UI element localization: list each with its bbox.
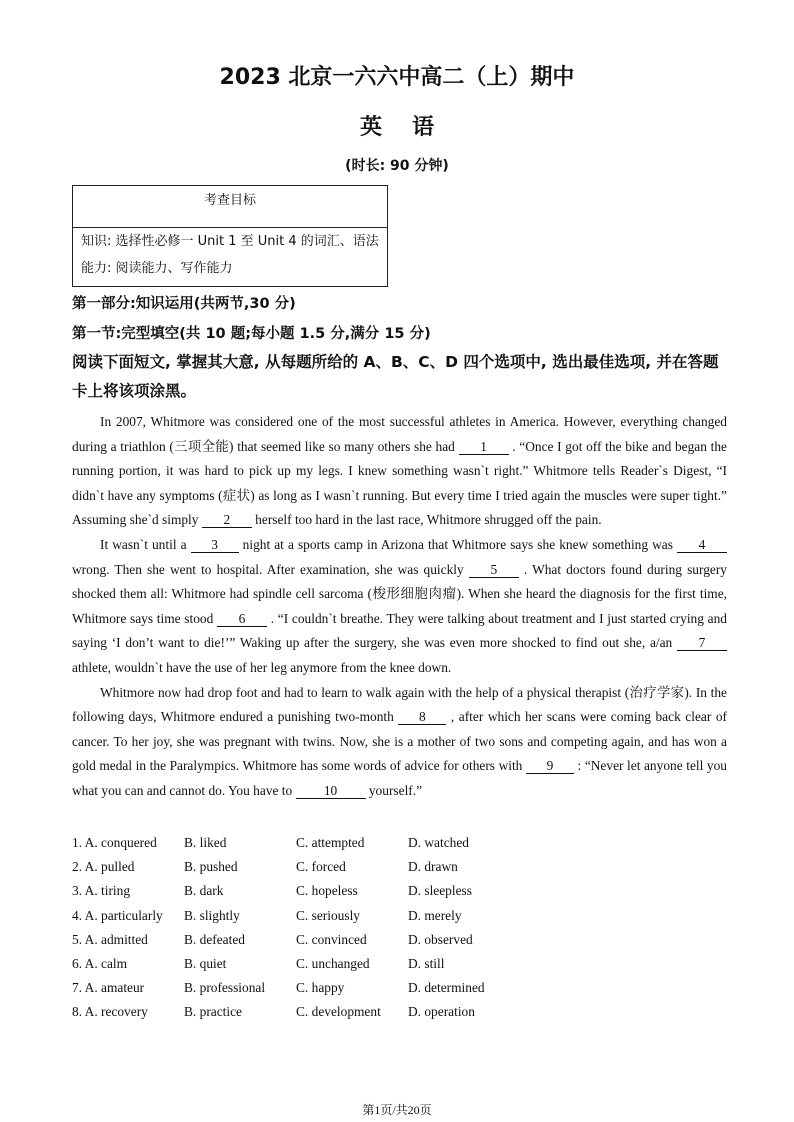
option[interactable]: D. watched xyxy=(408,835,469,850)
option[interactable]: D. determined xyxy=(408,980,485,996)
option-row xyxy=(72,883,520,907)
option[interactable]: 7. A. amateur xyxy=(72,980,145,996)
page-number: 第1页/共20页 xyxy=(362,1103,432,1117)
paragraph-3: Whitmore now had drop foot and had to learn to walk again with the help of a physical therapist (治疗学家). In the following days, Whitmore endured a punishing two-month 8 , after which her scans were coming back clear of cancer. To her joy, she was pregnant with twins. Now, she is a mother of two sons and competing again, and has won a gold medal in the Paralympics. Whitmore has some words of advice for others with 9 : “Never let anyone tell you what you can and cannot do. You have to 10 yourself.” xyxy=(72,684,727,798)
blank-4[interactable]: 4 xyxy=(677,538,727,553)
option[interactable]: B. dark xyxy=(184,883,224,899)
option[interactable]: B. defeated xyxy=(184,931,245,947)
option[interactable]: D. observed xyxy=(408,931,473,947)
goals-box xyxy=(72,185,388,287)
option[interactable]: C. forced xyxy=(296,859,346,875)
goals-knowledge: 知识: 选择性必修一 Unit 1 至 Unit 4 的词汇、语法 xyxy=(81,234,379,249)
blank-9[interactable]: 9 xyxy=(526,759,574,774)
part1-heading: 第一部分:知识运用(共两节,30 分) xyxy=(72,296,296,312)
blank-6[interactable]: 6 xyxy=(217,612,267,627)
option-row xyxy=(72,908,520,932)
option[interactable]: 5. A. admitted xyxy=(72,931,148,947)
option[interactable]: C. happy xyxy=(296,980,345,996)
blank-7[interactable]: 7 xyxy=(677,636,727,651)
blank-10[interactable]: 10 xyxy=(296,784,366,799)
option[interactable]: D. merely xyxy=(408,907,462,923)
option[interactable]: B. pushed xyxy=(184,859,238,875)
option[interactable]: C. development xyxy=(296,1004,381,1020)
goals-heading: 考查目标 xyxy=(73,186,387,228)
answer-options xyxy=(72,835,520,1029)
option[interactable]: D. still xyxy=(408,955,445,971)
option-row xyxy=(72,835,520,859)
option-row xyxy=(72,859,520,883)
blank-2[interactable]: 2 xyxy=(202,513,252,528)
goals-ability: 能力: 阅读能力、写作能力 xyxy=(81,261,233,276)
option[interactable]: C. hopeless xyxy=(296,883,358,899)
paragraph-2: It wasn`t until a 3 night at a sports camp in Arizona that Whitmore says she knew something was 4 wrong. Then she went to hospital. After examination, she was quickly 5 . What doctors found during surgery shocked them all: Whitmore had spindle cell sarcoma (梭形细胞肉瘤). When she heard the diagnosis for the first time, Whitmore says time stood 6 . “I couldn`t breathe. They were talking about treatment and I just started crying and saying ‘I don’t want to die!’” Waking up after the surgery, she was even more shocked to find out she, a/an 7 athlete, wouldn`t have the use of her leg anymore from the knee down. xyxy=(72,536,727,675)
option-row xyxy=(72,956,520,980)
blank-1[interactable]: 1 xyxy=(459,440,509,455)
exam-duration: (时长: 90 分钟) xyxy=(345,158,449,174)
option[interactable]: C. attempted xyxy=(296,835,365,850)
option[interactable]: D. operation xyxy=(408,1004,475,1020)
option[interactable]: B. quiet xyxy=(184,955,227,971)
option[interactable]: 3. A. tiring xyxy=(72,883,131,899)
subject-title: 英语 xyxy=(359,115,464,140)
blank-3[interactable]: 3 xyxy=(191,538,239,553)
option[interactable]: B. professional xyxy=(184,980,266,996)
blank-8[interactable]: 8 xyxy=(398,710,446,725)
option[interactable]: C. unchanged xyxy=(296,955,370,971)
option[interactable]: 1. A. conquered xyxy=(72,835,157,850)
option-row xyxy=(72,932,520,956)
section1-heading: 第一节:完型填空(共 10 题;每小题 1.5 分,满分 15 分) xyxy=(72,326,431,342)
option[interactable]: B. liked xyxy=(184,835,227,850)
option[interactable]: 6. A. calm xyxy=(72,955,128,971)
blank-5[interactable]: 5 xyxy=(469,563,519,578)
option[interactable]: C. convinced xyxy=(296,931,367,947)
option-row xyxy=(72,980,520,1004)
option[interactable]: D. drawn xyxy=(408,859,458,875)
option[interactable]: B. slightly xyxy=(184,907,240,923)
option[interactable]: 2. A. pulled xyxy=(72,859,135,875)
option[interactable]: 8. A. recovery xyxy=(72,1004,148,1020)
option[interactable]: B. practice xyxy=(184,1004,242,1020)
option[interactable]: 4. A. particularly xyxy=(72,907,163,923)
cloze-passage xyxy=(72,410,727,804)
paragraph-1: In 2007, Whitmore was considered one of the most successful athletes in America. However, everything changed during a triathlon (三项全能) that seemed like so many others she had 1 . “Once I got off the bike and began the running portion, it was hard to pick up my legs. I knew something wasn`t right.” Whitmore tells Reader`s Digest, “I didn`t have any symptoms (症状) as long as I wasn`t running. But every time I tried again the muscles were super tight.” Assuming she`d simply 2 herself too hard in the last race, Whitmore shrugged off the pain. xyxy=(72,414,727,528)
instructions: 阅读下面短文, 掌握其大意, 从每题所给的 A、B、C、D 四个选项中, 选出最佳选项, 并在答题卡上将该项涂黑。 xyxy=(72,353,719,400)
option-row xyxy=(72,1004,520,1028)
option[interactable]: C. seriously xyxy=(296,907,360,923)
exam-title: 2023 北京一六六中高二（上）期中 xyxy=(219,65,575,90)
option[interactable]: D. sleepless xyxy=(408,883,472,899)
